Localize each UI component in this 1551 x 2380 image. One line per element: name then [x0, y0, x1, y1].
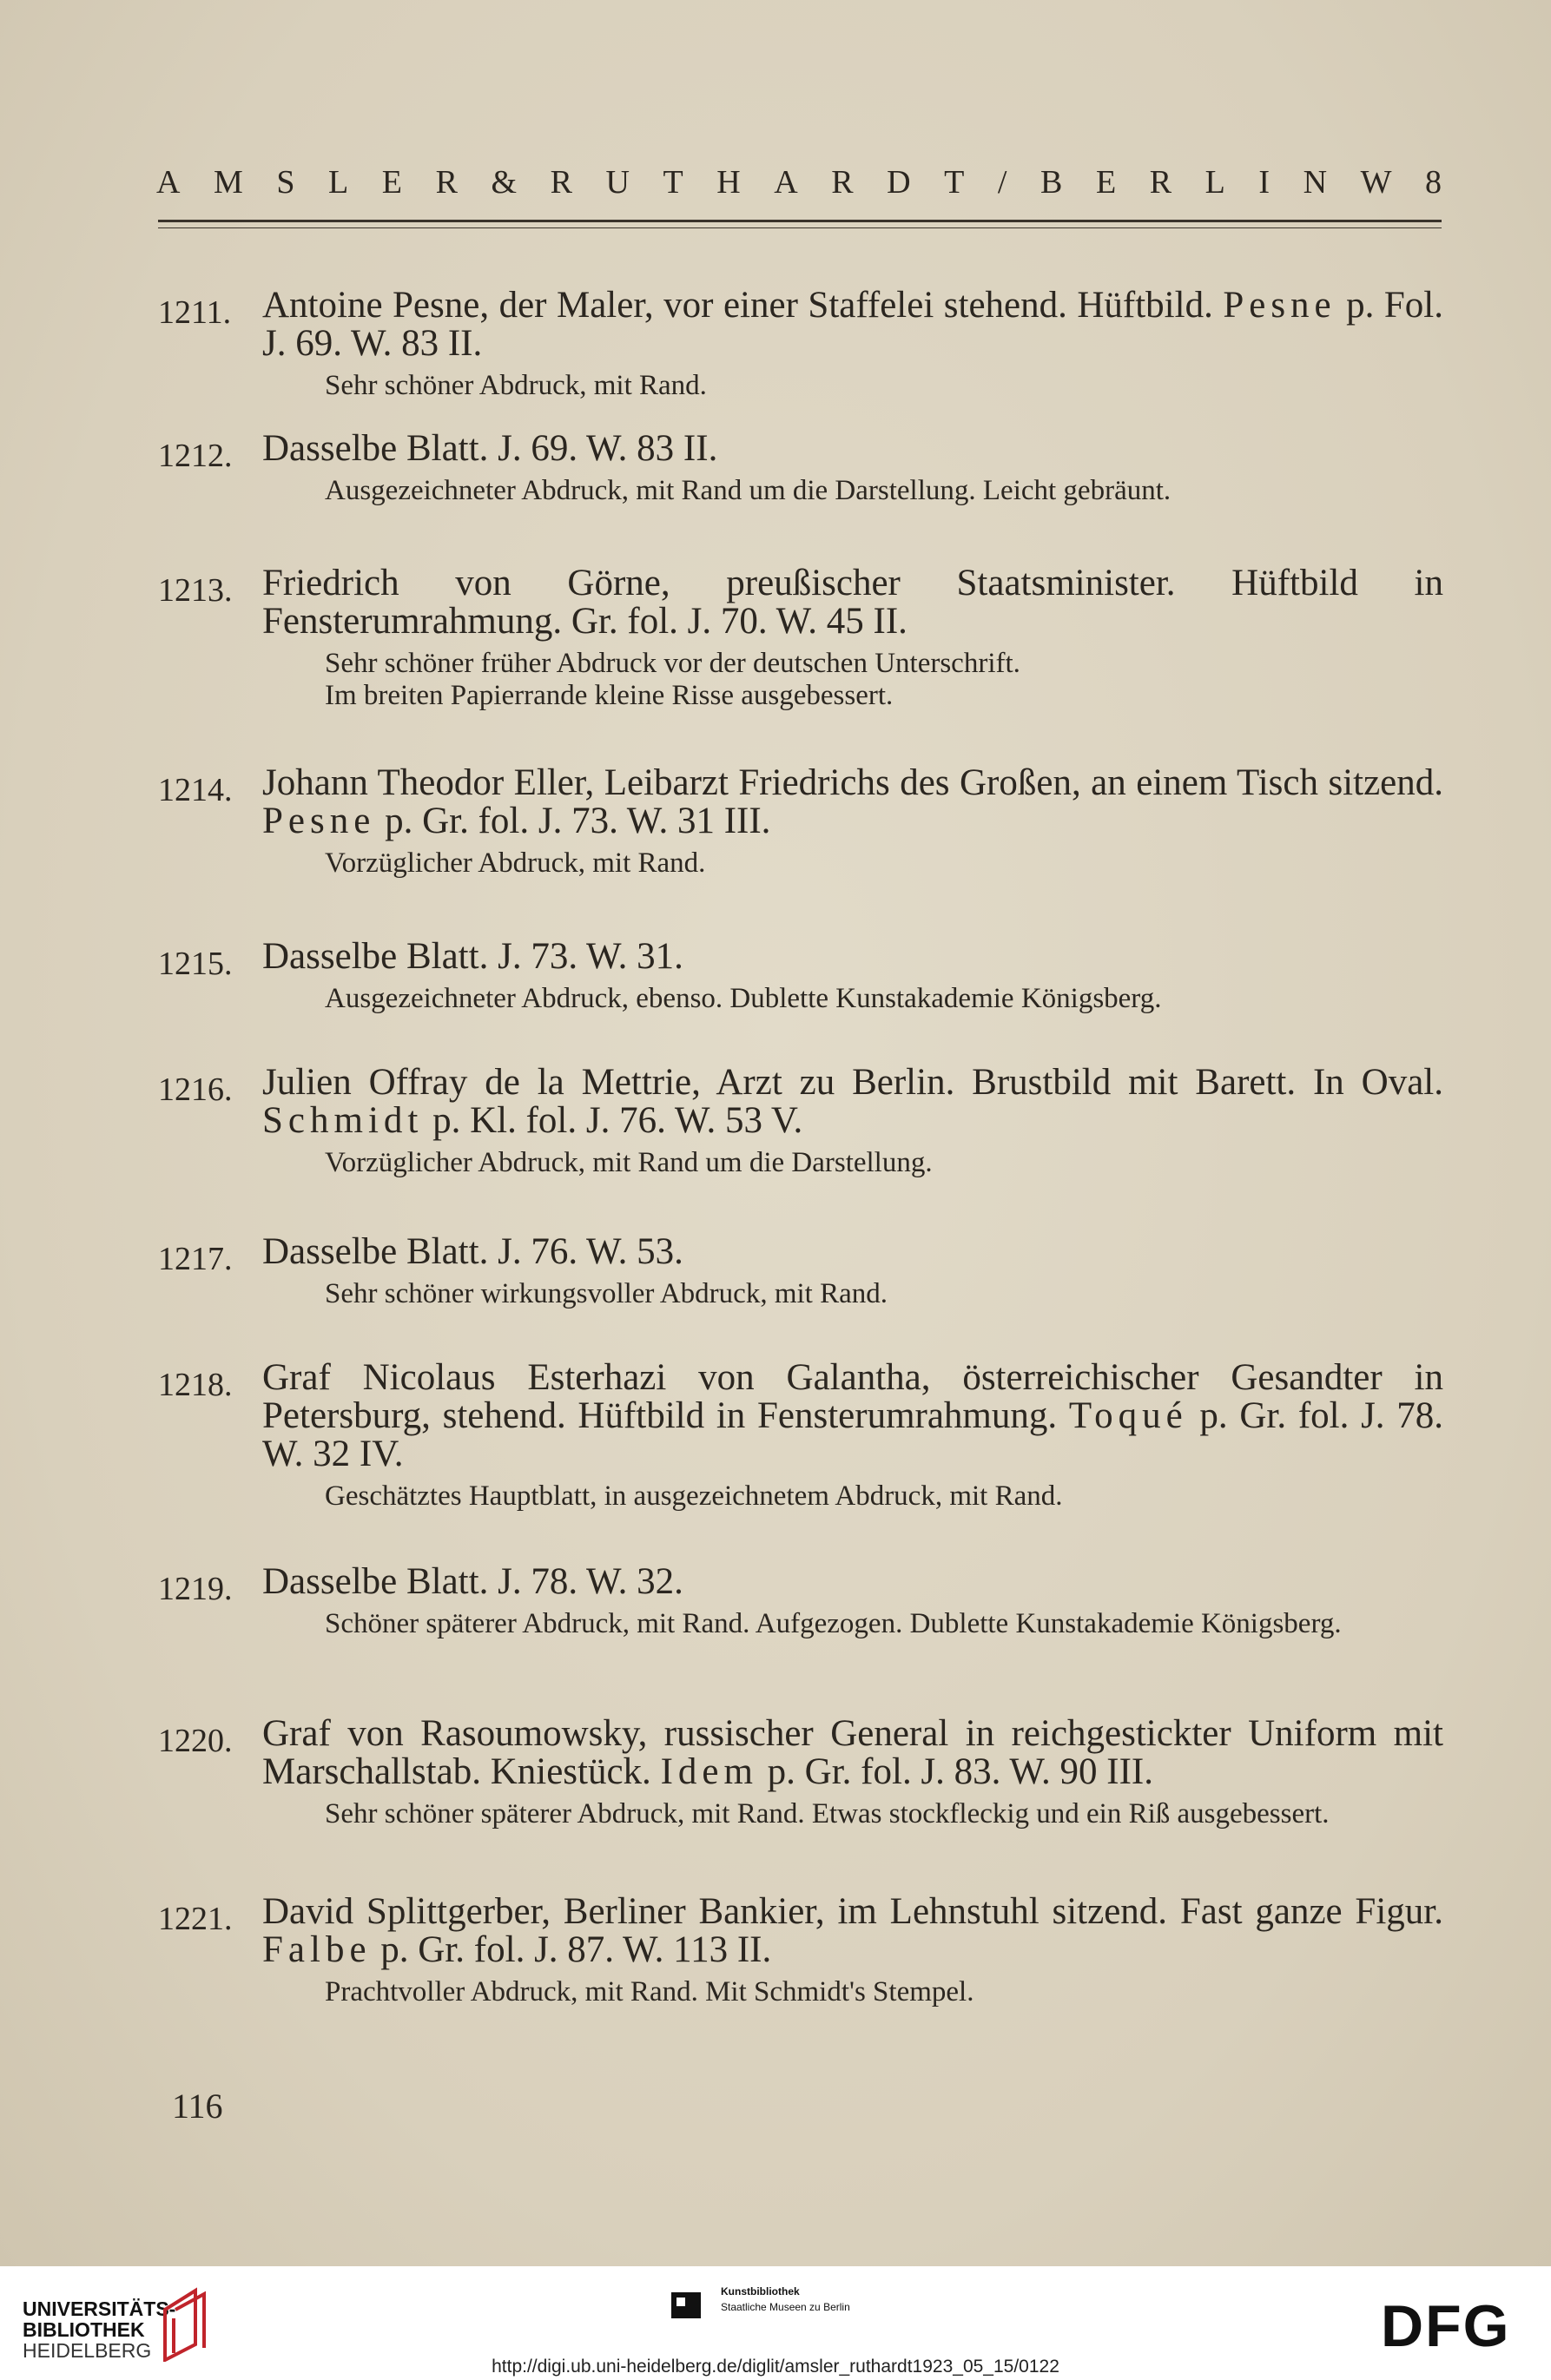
dfg-logo: DFG: [1381, 2293, 1511, 2359]
entry-body: [262, 1893, 1443, 2008]
header-letter: I: [1258, 164, 1270, 201]
header-letter: S: [276, 164, 295, 201]
entry-title-text: Dasselbe Blatt. J. 73. W. 31.: [262, 936, 683, 977]
header-letter: D: [887, 164, 911, 201]
entry-title: [262, 1359, 1443, 1473]
header-letter: W: [1360, 164, 1392, 201]
entry-body: [262, 764, 1443, 880]
entry-artist: Pesne: [262, 801, 376, 841]
header-letter: E: [1095, 164, 1117, 201]
entry-note: Geschätztes Hauptblatt, in ausgezeichnetem Abdruck, mit Rand.: [325, 1480, 1063, 1512]
page-number: 116: [172, 2087, 223, 2126]
entry-note: Ausgezeichneter Abdruck, ebenso. Dublette Kunstakademie Königsberg.: [325, 983, 1162, 1014]
entry-title: [262, 287, 1443, 363]
header-letter: R: [1149, 164, 1172, 201]
header-letter: T: [663, 164, 683, 201]
ub-heidelberg-text: [23, 2298, 175, 2361]
header-rule: [158, 220, 1442, 222]
ub-line-3: HEIDELBERG: [23, 2339, 152, 2362]
entry-title-text: Johann Theodor Eller, Leibarzt Friedrichs des Großen, an einem Tisch sitzend.: [262, 762, 1443, 803]
header-letter: A: [774, 164, 798, 201]
entry-note: Schöner späterer Abdruck, mit Rand. Aufgezogen. Dublette Kunstakademie Königsberg.: [325, 1608, 1342, 1639]
entry-title-text: Dasselbe Blatt. J. 69. W. 83 II.: [262, 428, 718, 469]
header-letter: T: [944, 164, 965, 201]
entry-note: Sehr schöner wirkungsvoller Abdruck, mit Rand.: [325, 1278, 888, 1309]
header-letter: L: [1204, 164, 1225, 201]
entry-body: [262, 564, 1443, 712]
entry-number: 1221.: [158, 1901, 233, 1937]
header-letter: R: [550, 164, 572, 201]
ub-logo-icon: [156, 2284, 217, 2362]
header-letter: /: [997, 164, 1007, 201]
kunstbibliothek-text: [721, 2284, 850, 2315]
entry-title-text: Graf von Rasoumowsky, russischer General in reichgestickter Uniform mit Marschallstab. Kniestück.: [262, 1713, 1443, 1792]
header-letter: A: [156, 164, 181, 201]
entry-note: Sehr schöner Abdruck, mit Rand.: [325, 370, 707, 401]
entry-body: [262, 1563, 1443, 1640]
entry-artist: Idem: [660, 1751, 758, 1792]
page-header: [156, 163, 1442, 201]
entry-note: Prachtvoller Abdruck, mit Rand. Mit Schmidt's Stempel.: [325, 1976, 974, 2008]
entry-body: [262, 287, 1443, 402]
entry-title-details: p. Fol. J. 69. W. 83 II.: [262, 285, 1443, 364]
entry-body: [262, 1359, 1443, 1513]
entry-note: Sehr schöner früher Abdruck vor der deutschen Unterschrift.: [325, 648, 1020, 679]
entry-body: [262, 430, 1443, 507]
entry-title-details: p. Kl. fol. J. 76. W. 53 V.: [423, 1100, 803, 1141]
header-letter: M: [214, 164, 243, 201]
entry-number: 1217.: [158, 1241, 233, 1277]
entry-title-text: Friedrich von Görne, preußischer Staatsminister. Hüftbild in Fensterumrahmung. Gr. fol. J. 70. W. 45 II.: [262, 563, 1443, 642]
entry-number: 1211.: [158, 294, 232, 331]
entry-artist: Falbe: [262, 1929, 372, 1970]
entry-number: 1219.: [158, 1571, 233, 1607]
entry-body: [262, 1064, 1443, 1179]
entry-title-details: p. Gr. fol. J. 73. W. 31 III.: [375, 801, 771, 841]
ub-line-2: BIBLIOTHEK: [23, 2318, 145, 2341]
kunstbibliothek-logo-icon: [664, 2284, 708, 2327]
entry-title-details: p. Gr. fol. J. 78. W. 32 IV.: [262, 1395, 1444, 1474]
entry-note: Vorzüglicher Abdruck, mit Rand.: [325, 847, 706, 879]
entry-number: 1220.: [158, 1723, 233, 1759]
entry-note: Im breiten Papierrande kleine Risse ausgebessert.: [325, 680, 894, 711]
entry-title: [262, 564, 1443, 641]
header-letter: L: [328, 164, 349, 201]
entry-number: 1215.: [158, 946, 233, 982]
entry-title-text: Graf Nicolaus Esterhazi von Galantha, österreichischer Gesandter in Petersburg, stehend. Hüftbild in Fensterumrahmung.: [262, 1357, 1443, 1436]
entry-note: Ausgezeichneter Abdruck, mit Rand um die Darstellung. Leicht gebräunt.: [325, 475, 1172, 506]
header-rule-thin: [158, 227, 1442, 228]
kb-subtitle: Staatliche Museen zu Berlin: [721, 2301, 850, 2313]
entry-title-text: Antoine Pesne, der Maler, vor einer Staffelei stehend. Hüftbild.: [262, 285, 1213, 326]
header-letter: 8: [1425, 164, 1442, 201]
entry-note: Vorzüglicher Abdruck, mit Rand um die Darstellung.: [325, 1147, 933, 1178]
entry-artist: Schmidt: [262, 1100, 424, 1141]
entry-number: 1218.: [158, 1367, 233, 1403]
entry-body: [262, 1233, 1443, 1310]
entry-artist: Pesne: [1223, 285, 1336, 326]
entry-title: [262, 1893, 1443, 1969]
header-letter: &: [491, 164, 518, 201]
entry-title-text: Julien Offray de la Mettrie, Arzt zu Berlin. Brustbild mit Barett. In Oval.: [262, 1062, 1443, 1103]
entry-title: [262, 1233, 1443, 1271]
entry-number: 1214.: [158, 772, 233, 808]
entry-title: [262, 430, 1443, 468]
entry-number: 1213.: [158, 572, 233, 609]
entry-title: [262, 938, 1443, 976]
ub-line-1: UNIVERSITÄTS-: [23, 2298, 176, 2320]
source-url[interactable]: http://digi.ub.uni-heidelberg.de/diglit/amsler_ruthardt1923_05_15/0122: [492, 2357, 1059, 2377]
header-letter: B: [1040, 164, 1063, 201]
entry-title-text: Dasselbe Blatt. J. 78. W. 32.: [262, 1561, 683, 1602]
entry-title-text: Dasselbe Blatt. J. 76. W. 53.: [262, 1231, 683, 1272]
entry-artist: Toqué: [1068, 1395, 1188, 1436]
entry-title-text: David Splittgerber, Berliner Bankier, im Lehnstuhl sitzend. Fast ganze Figur.: [262, 1891, 1443, 1932]
header-letter: H: [716, 164, 741, 201]
header-letter: U: [605, 164, 630, 201]
entry-title: [262, 764, 1443, 841]
header-letter: N: [1303, 164, 1328, 201]
entry-title-details: p. Gr. fol. J. 87. W. 113 II.: [371, 1929, 772, 1970]
entry-title: [262, 1563, 1443, 1601]
entry-title: [262, 1715, 1443, 1791]
entry-number: 1212.: [158, 438, 233, 474]
header-letter: R: [435, 164, 458, 201]
entry-title-details: p. Gr. fol. J. 83. W. 90 III.: [757, 1751, 1153, 1792]
header-letter: R: [831, 164, 854, 201]
entry-note: Sehr schöner späterer Abdruck, mit Rand. Etwas stockfleckig und ein Riß ausgebessert.: [325, 1798, 1330, 1830]
entry-body: [262, 1715, 1443, 1830]
entry-body: [262, 938, 1443, 1015]
entry-title: [262, 1064, 1443, 1140]
header-letter: E: [381, 164, 403, 201]
entry-number: 1216.: [158, 1071, 233, 1108]
kb-title: Kunstbibliothek: [721, 2285, 800, 2298]
